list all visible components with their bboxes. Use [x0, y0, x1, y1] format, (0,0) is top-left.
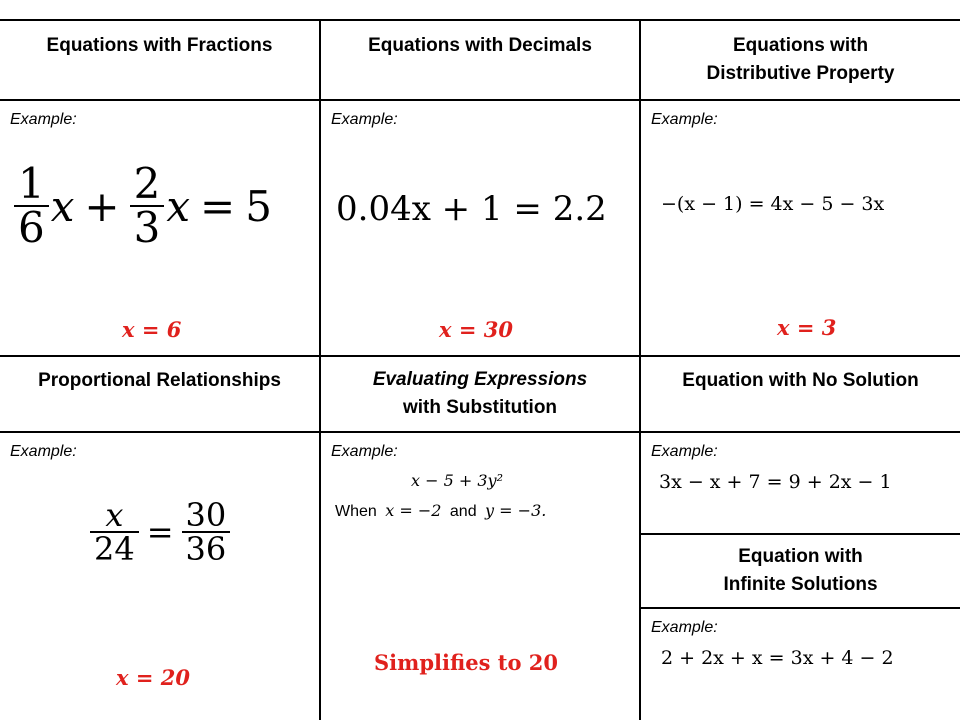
fraction-denominator: 24 [90, 531, 139, 565]
header-no-solution [641, 357, 960, 405]
fraction-one-sixth [14, 159, 49, 252]
fractions-equation [14, 159, 272, 252]
answer-evaluating: Simplifies to 20 [374, 650, 559, 675]
answer-proportional: x = 20 [116, 665, 190, 690]
cell-evaluating-example [321, 433, 639, 720]
example-label: Example: [10, 443, 77, 460]
header-proportional-text: Proportional Relationships [38, 370, 281, 391]
example-label: Example: [651, 443, 718, 460]
equals-sign: = [146, 513, 174, 551]
substitution-values [335, 501, 546, 521]
header-no-solution-text: Equation with No Solution [682, 370, 919, 391]
answer-fractions: x = 6 [122, 317, 182, 342]
plus-sign: + [84, 181, 120, 231]
cell-infinite-example [641, 609, 960, 720]
proportion-equation [90, 496, 230, 568]
no-solution-equation: 3x − x + 7 = 9 + 2x − 1 [659, 471, 892, 493]
header-infinite-line2: Infinite Solutions [723, 574, 878, 595]
decimals-equation: 0.04x + 1 = 2.2 [336, 189, 607, 229]
header-evaluating-line1: Evaluating Expressions [372, 369, 588, 390]
header-infinite [641, 535, 960, 607]
and-text: and [449, 503, 477, 520]
fraction-two-thirds [130, 159, 165, 252]
fraction-numerator: 30 [185, 496, 227, 534]
fraction-left [90, 496, 139, 568]
infinite-equation: 2 + 2x + x = 3x + 4 − 2 [661, 647, 894, 669]
header-evaluating [321, 357, 639, 431]
cell-no-solution-example [641, 433, 960, 533]
y-assignment: y = −3. [485, 501, 547, 520]
header-distributive [641, 21, 960, 99]
equals-sign: = [200, 181, 236, 231]
distributive-equation: −(x − 1) = 4x − 5 − 3x [661, 193, 885, 215]
cell-proportional-example [0, 433, 319, 720]
fraction-numerator: 2 [133, 159, 161, 208]
header-decimals-text: Equations with Decimals [368, 35, 592, 56]
right-hand-side: 5 [245, 181, 272, 231]
evaluating-expression: x − 5 + 3y² [411, 471, 503, 490]
fraction-denominator: 6 [14, 205, 49, 249]
cell-decimals-example [321, 101, 639, 355]
fraction-right [182, 496, 231, 568]
header-fractions-text: Equations with Fractions [46, 35, 273, 56]
example-label: Example: [331, 111, 398, 128]
x-assignment: x = −2 [385, 501, 442, 520]
answer-decimals: x = 30 [439, 317, 513, 342]
example-label: Example: [651, 111, 718, 128]
header-distributive-line1: Equations with [732, 35, 869, 56]
fraction-denominator: 3 [130, 205, 165, 249]
example-label: Example: [651, 619, 718, 636]
fraction-numerator: x [105, 496, 124, 534]
variable-x: x [166, 181, 191, 231]
cell-distributive-example [641, 101, 960, 355]
when-text: When [335, 503, 377, 520]
fraction-denominator: 36 [182, 531, 231, 565]
answer-distributive: x = 3 [777, 315, 837, 340]
example-label: Example: [10, 111, 77, 128]
header-distributive-line2: Distributive Property [706, 63, 895, 84]
header-evaluating-line2: with Substitution [402, 397, 558, 418]
header-proportional [0, 357, 319, 405]
variable-x: x [50, 181, 75, 231]
header-fractions [0, 21, 319, 71]
cell-fractions-example [0, 101, 319, 355]
example-label: Example: [331, 443, 398, 460]
header-infinite-line1: Equation with [738, 546, 863, 567]
fraction-numerator: 1 [18, 159, 45, 208]
header-decimals [321, 21, 639, 71]
